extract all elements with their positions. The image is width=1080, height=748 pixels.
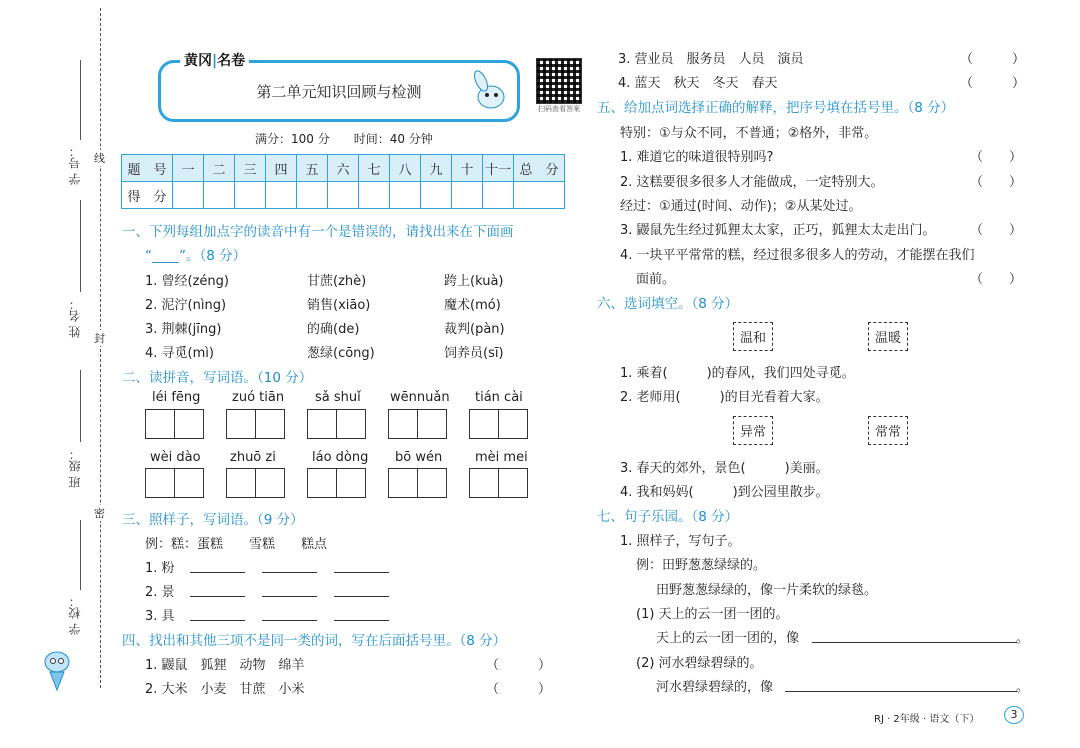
score-header-cell: 总 分 [514,155,565,182]
s5-item: 3. 鼹鼠先生经过狐狸太太家，正巧，狐狸太太走出门。 [620,223,936,238]
s4-item: 3. 营业员 服务员 人员 演员 [618,52,804,67]
binding-dashed-line [100,8,101,688]
s5-item: 2. 这糕要很多很多人才能做成，一定特别大。 [620,175,884,190]
s5-item: 4. 一块平平常常的糕，经过很多很多人的劳动，才能摆在我们 [620,248,975,263]
writing-grid[interactable] [145,468,203,498]
s1-r1-c1: 1. 曾经(zéng) [145,274,229,289]
score-header-cell: 九 [421,155,452,182]
s6-item[interactable]: 1. 乘着( )的春风，我们四处寻觅。 [620,366,855,381]
s4-answer-paren[interactable]: （ ） [486,658,552,673]
s7-q2-period: 。 [1016,680,1030,695]
s7-sub: 1. 照样子，写句子。 [620,534,741,549]
score-header-cell: 十 [452,155,483,182]
s5-answer-paren[interactable]: （ ） [970,223,1023,238]
word-box: 温和 [733,322,773,351]
writing-grid[interactable] [469,468,527,498]
class-field[interactable] [80,370,81,442]
pinyin-label: bō wén [395,450,443,465]
s1-r2-c3: 魔术(mó) [444,298,501,313]
score-cell[interactable] [173,182,204,209]
brand-logo: 黄冈|名卷 [180,50,249,70]
s7-q1-answer-line[interactable] [812,642,1017,643]
qr-caption: 扫码查看答案 [538,105,580,113]
writing-grid[interactable] [145,409,203,439]
answer-blank[interactable] [190,596,245,597]
s1-r2-c2: 销售(xiāo) [307,298,371,313]
name-field[interactable] [80,200,81,292]
s1-r2-c1: 2. 泥泞(nìng) [145,298,227,313]
writing-grid[interactable] [307,409,365,439]
school-label: 学 校： [68,595,82,635]
answer-blank[interactable] [262,596,317,597]
score-header-cell: 八 [390,155,421,182]
score-cell[interactable] [421,182,452,209]
pinyin-label: sǎ shuǐ [315,390,361,405]
seal-feng: 封 [94,332,105,345]
score-cell[interactable] [390,182,421,209]
s6-item[interactable]: 2. 老师用( )的目光看着大家。 [620,390,829,405]
s5-item: 1. 难道它的味道很特别吗? [620,150,774,165]
s5-def-2: 经过：①通过(时间、动作)；②从某处过。 [620,199,862,214]
pinyin-label: mèi mei [475,450,528,465]
s7-q1-stem: 天上的云一团一团的，像 [656,631,800,646]
s1-title: 一、下列每组加点字的读音中有一个是错误的，请找出来在下面画 [122,224,514,240]
writing-grid[interactable] [388,468,446,498]
s7-q2-stem: 河水碧绿碧绿的，像 [656,680,774,695]
s3-item: 1. 粉 [145,561,175,576]
s1-r3-c3: 裁判(pàn) [444,322,505,337]
score-table [121,154,565,209]
s1-r1-c3: 跨上(kuà) [444,274,504,289]
s5-def-1: 特别：①与众不同，不普通；②格外，非常。 [620,126,878,141]
s1-r4-c1: 4. 寻觅(mì) [145,346,214,361]
score-cell[interactable] [297,182,328,209]
s7-example: 例：田野葱葱绿绿的。 [636,558,767,573]
s6-item[interactable]: 4. 我和妈妈( )到公园里散步。 [620,485,829,500]
answer-blank[interactable] [262,620,317,621]
score-header-cell: 一 [173,155,204,182]
exam-meta: 满分：100 分 时间：40 分钟 [255,132,433,146]
qr-code-icon[interactable] [536,58,582,104]
answer-blank[interactable] [190,620,245,621]
score-header-cell: 七 [359,155,390,182]
score-header-cell: 三 [235,155,266,182]
pinyin-label: láo dòng [312,450,369,465]
score-cell[interactable] [235,182,266,209]
page-title: 第二单元知识回顾与检测 [256,83,422,101]
score-cell[interactable] [452,182,483,209]
score-cell[interactable] [328,182,359,209]
score-cell[interactable] [514,182,565,209]
writing-grid[interactable] [388,409,446,439]
seal-xian: 线 [94,152,105,165]
rabbit-mascot-icon [467,69,511,113]
answer-blank[interactable] [334,572,389,573]
writing-grid[interactable] [469,409,527,439]
s5-answer-paren[interactable]: （ ） [970,175,1023,190]
word-box: 温暖 [868,322,908,351]
score-value-row [122,182,565,209]
writing-grid[interactable] [226,468,284,498]
s4-answer-paren[interactable]: （ ） [960,52,1026,67]
mascot-pencil-icon [40,648,74,692]
word-box: 常常 [868,416,908,445]
name-label: 姓 名： [68,298,82,338]
score-header-cell: 五 [297,155,328,182]
school-field[interactable] [80,520,81,590]
score-cell[interactable] [266,182,297,209]
footer-text: RJ · 2年级 · 语文（下） [874,714,980,725]
brand-left: 黄冈 [184,53,212,69]
score-header-cell: 二 [204,155,235,182]
id-field[interactable] [80,60,81,140]
pinyin-label: tián cài [475,390,523,405]
s5-item-cont: 面前。 [636,272,676,287]
s1-r3-c2: 的确(de) [307,322,360,337]
s7-q2-answer-line[interactable] [785,691,1017,692]
s3-item: 3. 具 [145,609,175,624]
s5-title: 五、给加点词选择正确的解释，把序号填在括号里。（8 分） [597,100,955,116]
s4-answer-paren[interactable]: （ ） [960,76,1026,91]
answer-blank[interactable] [262,572,317,573]
score-row-label: 得 分 [122,182,173,209]
score-cell[interactable] [359,182,390,209]
pinyin-label: wēnnuǎn [390,390,450,405]
answer-blank[interactable] [334,620,389,621]
page-number: 3 [1004,706,1024,724]
score-cell[interactable] [483,182,514,209]
s1-r1-c2: 甘蔗(zhè) [307,274,367,289]
seal-mi: 密 [94,507,105,520]
s6-title: 六、选词填空。（8 分） [597,296,739,312]
score-header-cell: 十一 [483,155,514,182]
writing-grid[interactable] [226,409,284,439]
answer-blank[interactable] [190,572,245,573]
s5-answer-paren[interactable]: （ ） [970,150,1023,165]
id-label: 学 号： [68,145,82,185]
score-header-cell: 题 号 [122,155,173,182]
s4-answer-paren[interactable]: （ ） [486,682,552,697]
s1-r4-c3: 饲养员(sī) [444,346,504,361]
s2-title: 二、读拼音，写词语。（10 分） [122,370,313,386]
s1-r3-c1: 3. 荆棘(jīng) [145,322,222,337]
score-header-row [122,155,565,182]
word-box: 异常 [733,416,773,445]
writing-grid[interactable] [307,468,365,498]
score-header-cell: 六 [328,155,359,182]
pinyin-label: zhuō zi [230,450,276,465]
s5-answer-paren[interactable]: （ ） [970,272,1023,287]
s6-item[interactable]: 3. 春天的郊外，景色( )美丽。 [620,461,829,476]
s4-item: 1. 鼹鼠 狐狸 动物 绵羊 [145,658,305,673]
s7-q2: (2) 河水碧绿碧绿的。 [636,656,763,671]
class-label: 班 级： [68,448,82,488]
score-cell[interactable] [204,182,235,209]
pinyin-label: wèi dào [150,450,201,465]
s3-item: 2. 景 [145,585,175,600]
pinyin-label: léi fēng [152,390,201,405]
answer-blank[interactable] [334,596,389,597]
brand-right: 名卷 [217,53,246,69]
pinyin-label: zuó tiān [232,390,285,405]
s7-title: 七、句子乐园。（8 分） [597,509,739,525]
s4-title: 四、找出和其他三项不是同一类的词，写在后面括号里。（8 分） [122,633,507,649]
score-header-cell: 四 [266,155,297,182]
s1-r4-c2: 葱绿(cōng) [307,346,375,361]
s7-q1-period: 。 [1016,631,1030,646]
s4-item: 4. 蓝天 秋天 冬天 春天 [618,76,778,91]
s7-example-answer: 田野葱葱绿绿的，像一片柔软的绿毯。 [656,583,878,598]
s4-item: 2. 大米 小麦 甘蔗 小米 [145,682,305,697]
s3-example: 例：糕：蛋糕 雪糕 糕点 [145,537,328,552]
s1-title-2: “____”。（8 分） [145,248,247,264]
s7-q1: (1) 天上的云一团一团的。 [636,607,789,622]
s3-title: 三、照样子，写词语。（9 分） [122,512,304,528]
